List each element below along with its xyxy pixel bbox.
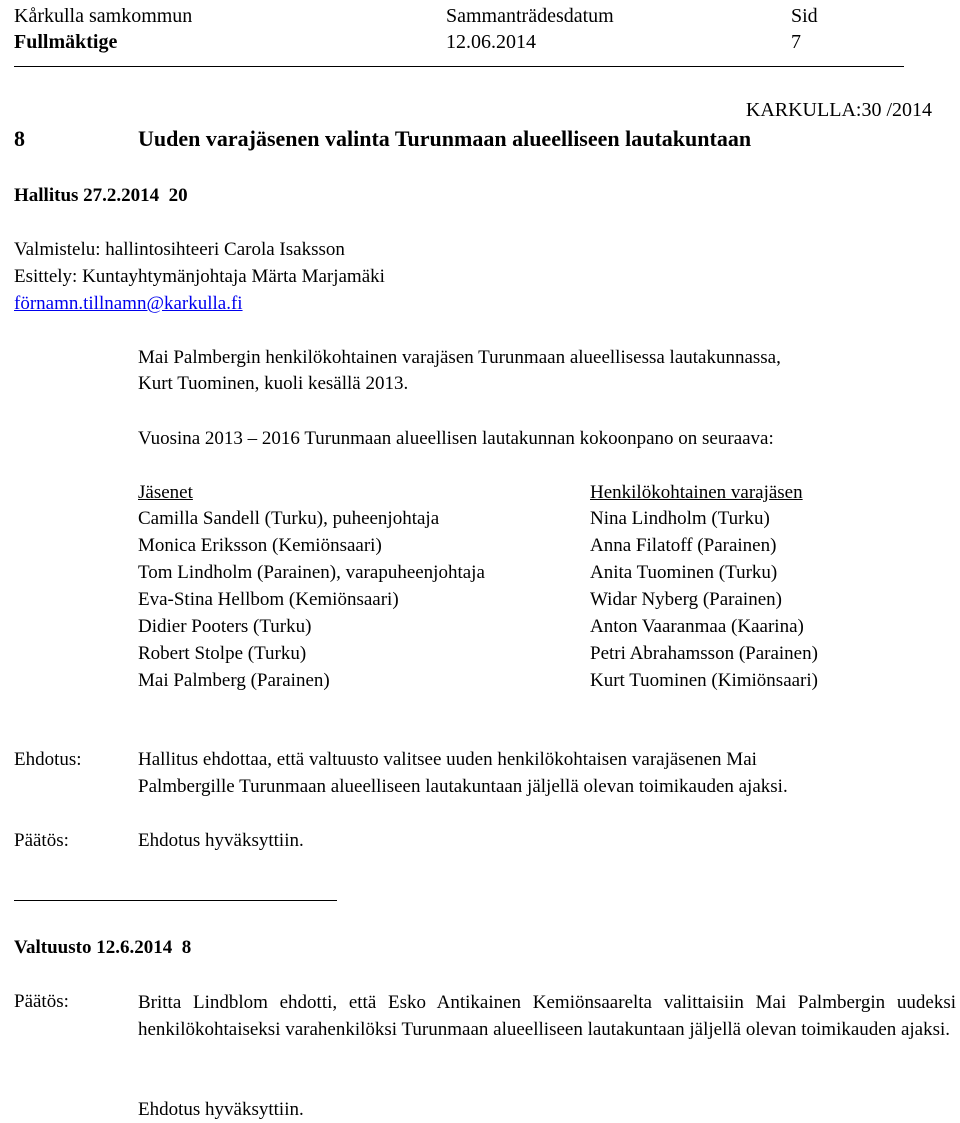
section-title: Uuden varajäsenen valinta Turunmaan alueelliseen lautakuntaan bbox=[138, 126, 752, 151]
proposal-line-1: Hallitus ehdottaa, että valtuusto valitsee uuden henkilökohtaisen varajäsenen Mai bbox=[138, 749, 757, 770]
table-row-deputy: Widar Nyberg (Parainen) bbox=[590, 589, 782, 610]
table-row-member: Camilla Sandell (Turku), puheenjohtaja bbox=[138, 508, 440, 529]
header-divider bbox=[14, 66, 904, 67]
meeting-date: 12.06.2014 bbox=[446, 31, 536, 53]
table-row-member: Mai Palmberg (Parainen) bbox=[138, 670, 330, 691]
table-row-deputy: Anna Filatoff (Parainen) bbox=[590, 535, 777, 556]
council-decision-label: Päätös: bbox=[14, 991, 69, 1012]
proposal-label: Ehdotus: bbox=[14, 749, 82, 770]
meeting-date-label: Sammanträdesdatum bbox=[446, 5, 614, 27]
board-reference bbox=[14, 183, 188, 209]
council-reference-number: 8 bbox=[181, 937, 192, 958]
council-reference-date: Valtuusto 12.6.2014 bbox=[14, 937, 173, 958]
page-label: Sid bbox=[791, 5, 818, 27]
composition-intro: Vuosina 2013 – 2016 Turunmaan alueellisen lautakunnan kokoonpano on seuraava: bbox=[138, 428, 774, 449]
table-row-member: Monica Eriksson (Kemiönsaari) bbox=[138, 535, 382, 556]
table-row-member: Robert Stolpe (Turku) bbox=[138, 643, 307, 664]
table-row-deputy: Anton Vaaranmaa (Kaarina) bbox=[590, 616, 804, 637]
council-reference bbox=[14, 935, 191, 961]
table-row-member: Didier Pooters (Turku) bbox=[138, 616, 312, 637]
preparation-line: Valmistelu: hallintosihteeri Carola Isaksson bbox=[14, 239, 345, 260]
table-row-deputy: Nina Lindholm (Turku) bbox=[590, 508, 770, 529]
table-row-member: Tom Lindholm (Parainen), varapuheenjohtaja bbox=[138, 562, 485, 583]
table-row-deputy: Anita Tuominen (Turku) bbox=[590, 562, 778, 583]
intro-line-2: Kurt Tuominen, kuoli kesällä 2013. bbox=[138, 373, 409, 394]
intro-line-1: Mai Palmbergin henkilökohtainen varajäsen Turunmaan alueellisessa lautakunnassa, bbox=[138, 347, 781, 368]
decision-text: Ehdotus hyväksyttiin. bbox=[138, 830, 304, 851]
board-reference-number: 20 bbox=[168, 185, 188, 206]
municipality-name: Kårkulla samkommun bbox=[14, 5, 193, 27]
council-decision-text: Britta Lindblom ehdotti, että Esko Antikainen Kemiönsaarelta valittaisiin Mai Palmbergin uudeksi henkilökohtaiseksi varahenkilöksi Turunmaan alueelliseen lautakuntaan jäljellä olevan toimikauden ajaksi. bbox=[138, 992, 956, 1040]
proposal-line-2: Palmbergille Turunmaan alueelliseen lautakuntaan jäljellä olevan toimikauden ajaksi. bbox=[138, 776, 788, 797]
table-row-deputy: Kurt Tuominen (Kimiönsaari) bbox=[590, 670, 818, 691]
section-separator bbox=[14, 900, 337, 901]
case-reference: KARKULLA:30 /2014 bbox=[745, 99, 932, 121]
email-link[interactable]: förnamn.tillnamn@karkulla.fi bbox=[14, 293, 243, 314]
board-reference-date: Hallitus 27.2.2014 bbox=[14, 185, 160, 206]
decision-label: Päätös: bbox=[14, 830, 69, 851]
section-number: 8 bbox=[14, 126, 25, 151]
deputies-column-header: Henkilökohtainen varajäsen bbox=[590, 482, 803, 503]
members-column-header: Jäsenet bbox=[138, 482, 193, 503]
council-decision-result: Ehdotus hyväksyttiin. bbox=[138, 1099, 304, 1120]
page-number: 7 bbox=[791, 31, 801, 53]
table-row-member: Eva-Stina Hellbom (Kemiönsaari) bbox=[138, 589, 399, 610]
table-row-deputy: Petri Abrahamsson (Parainen) bbox=[590, 643, 818, 664]
presenter-line: Esittely: Kuntayhtymänjohtaja Märta Marjamäki bbox=[14, 266, 385, 287]
body-name: Fullmäktige bbox=[14, 31, 118, 53]
